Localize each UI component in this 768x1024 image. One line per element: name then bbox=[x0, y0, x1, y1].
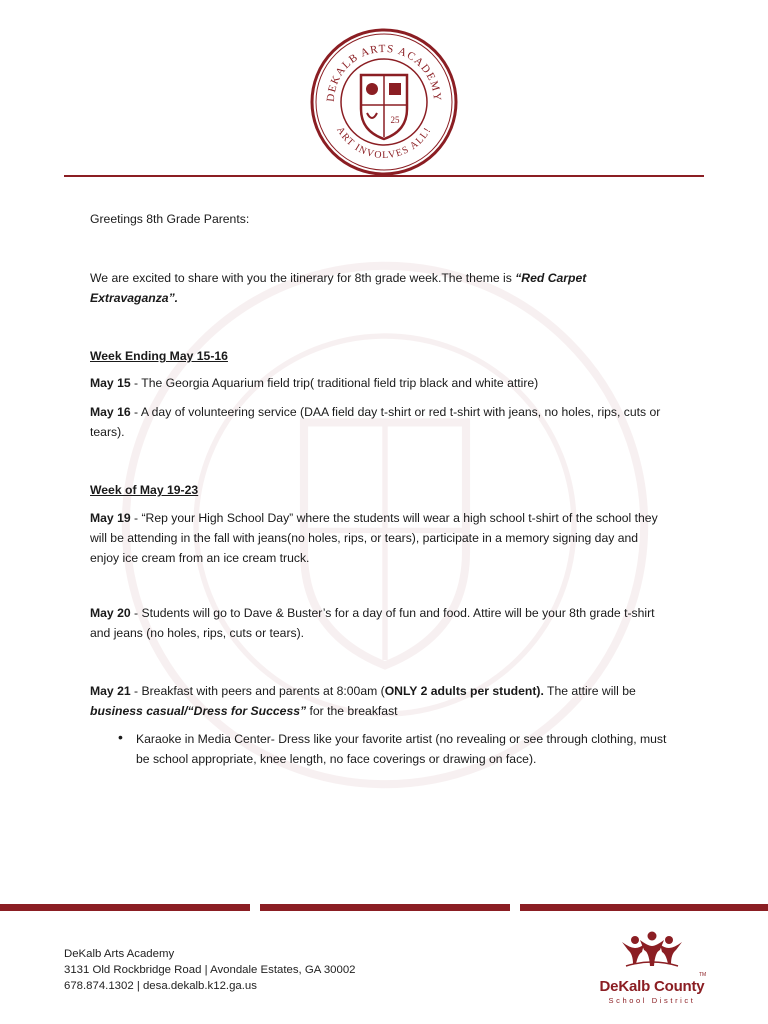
intro-text: We are excited to share with you the itinerary for 8th grade week.The theme is bbox=[90, 271, 516, 285]
karaoke-bullet: Karaoke in Media Center- Dress like your favorite artist (no revealing or see through clothing, must be school appropriate, knee length, no face coverings or drawing on face). bbox=[136, 732, 667, 766]
may21-text-b: The attire will be bbox=[543, 684, 636, 698]
footer-address: 3131 Old Rockbridge Road | Avondale Estates, GA 30002 bbox=[64, 964, 356, 976]
may15-item bbox=[90, 373, 670, 393]
week2-heading: Week of May 19-23 bbox=[90, 483, 199, 497]
may21-item bbox=[90, 681, 670, 721]
may21-date: May 21 bbox=[90, 684, 131, 698]
trademark: TM bbox=[699, 972, 707, 978]
intro-paragraph bbox=[90, 268, 670, 308]
may15-date: May 15 bbox=[90, 376, 131, 390]
footer-bar-right bbox=[520, 904, 768, 911]
may21-text-a: - Breakfast with peers and parents at 8:00am ( bbox=[130, 684, 385, 698]
may19-item bbox=[90, 508, 670, 568]
may21-italic: business casual/“Dress for Success” bbox=[90, 704, 307, 718]
svg-text:25: 25 bbox=[390, 115, 400, 125]
may20-date: May 20 bbox=[90, 606, 131, 620]
theme-name: “Red Carpet Extravaganza”. bbox=[90, 271, 587, 305]
may21-text-c: for the breakfast bbox=[306, 704, 398, 718]
may16-item bbox=[90, 402, 670, 442]
may16-date: May 16 bbox=[90, 405, 131, 419]
footer-contact bbox=[64, 946, 356, 994]
bullet-icon: • bbox=[118, 729, 123, 745]
footer-phone-web: 678.874.1302 | desa.dekalb.k12.ga.us bbox=[64, 980, 257, 992]
may19-text: - “Rep your High School Day” where the students will wear a high school t-shirt of the school they will be attending in the fall with jeans(no holes, rips, or tears), participate in a memory signing day and enjoy ice cream from an ice cream truck. bbox=[90, 511, 658, 565]
footer-bar-left bbox=[0, 904, 250, 911]
may15-text: - The Georgia Aquarium field trip( traditional field trip black and white attire) bbox=[130, 376, 539, 390]
may20-text: - Students will go to Dave & Buster’s for a day of fun and food. Attire will be your 8th grade t-shirt and jeans (no holes, rips, cuts or tears). bbox=[90, 606, 655, 640]
svg-text:DEKALB ARTS ACADEMY: DEKALB ARTS ACADEMY bbox=[324, 42, 444, 103]
may21-bold: ONLY 2 adults per student). bbox=[384, 684, 544, 698]
may16-text: - A day of volunteering service (DAA field day t-shirt or red t-shirt with jeans, no holes, rips, cuts or tears). bbox=[90, 405, 661, 439]
may20-item bbox=[90, 603, 670, 643]
footer-bar-middle bbox=[260, 904, 510, 911]
academy-seal-logo bbox=[309, 27, 459, 177]
week1-heading: Week Ending May 15-16 bbox=[90, 349, 228, 363]
svg-text:ART INVOLVES ALL!: ART INVOLVES ALL! bbox=[334, 125, 434, 162]
greeting: Greetings 8th Grade Parents: bbox=[90, 212, 250, 226]
district-subtitle: School District bbox=[608, 996, 696, 1005]
footer-school: DeKalb Arts Academy bbox=[64, 948, 175, 960]
may19-date: May 19 bbox=[90, 511, 131, 525]
header-divider bbox=[64, 175, 704, 177]
district-name: DeKalb County bbox=[599, 978, 705, 995]
